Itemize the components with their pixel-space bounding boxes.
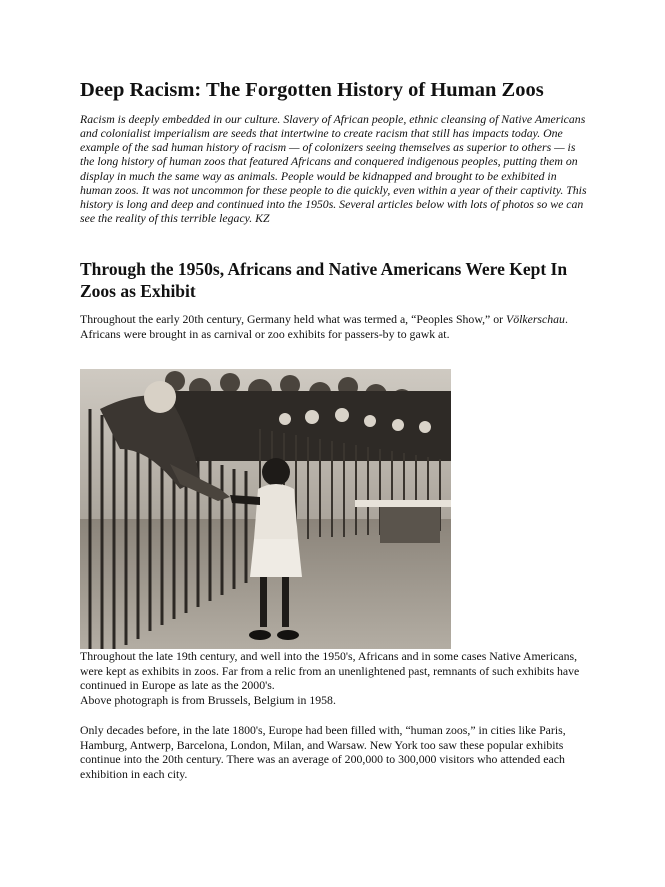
section-heading: Through the 1950s, Africans and Native Americans Were Kept In Zoos as Exhibit — [80, 259, 568, 301]
paragraph-human-zoos-europe: Only decades before, in the late 1800's, Europe had been filled with, “human zoos,” in cities like Paris, Hamburg, Antwerp, Barcelona, London, Milan, and Warsaw. New York too saw these popular exhibits continue into the 20th century. There was an average of 200,000 to 300,000 visitors who attended each exhibition in each city. — [80, 723, 566, 782]
article-title: Deep Racism: The Forgotten History of Human Zoos — [80, 79, 544, 101]
para1-text-end: . Africans were brought in as carnival or zoo exhibits for passers-by to gawk at. — [80, 312, 568, 341]
photo-illustration — [80, 369, 451, 649]
para1-italic-term: Völkerschau — [505, 312, 565, 326]
paragraph-peoples-show — [80, 312, 595, 341]
intro-paragraph: Racism is deeply embedded in our culture. Slavery of African people, ethnic cleansing of Native Americans and colonialist imperialism are seeds that intertwine to create racism that still has impacts today. One example of the sad human history of racism — of colonizers seeing themselves as superior to others — is the long history of human zoos that featured Africans and conquered indigenous peoples, putting them on display in much the same way as animals. People would be kidnapped and brought to be exhibited in human zoos. It was not uncommon for these people to die quickly, even within a year of their captivity. This history is long and deep and continued into the 1950s. Several articles below with lots of photos so we can see the reality of this terrible legacy. KZ — [80, 112, 587, 226]
historical-photograph — [80, 369, 451, 649]
para1-text-start: Throughout the early 20th century, Germany held what was termed a, “Peoples Show,” or — [80, 312, 506, 326]
para2-text: Throughout the late 19th century, and well into the 1950's, Africans and in some cases Native Americans, were kept as exhibits in zoos. Far from a relic from an unenlightened past, remnants of such exhibits have continued in Europe as late as the 2000's. — [80, 649, 580, 693]
photo-caption: Above photograph is from Brussels, Belgium in 1958. — [80, 693, 336, 708]
paragraph-late-19th-century — [80, 649, 595, 708]
